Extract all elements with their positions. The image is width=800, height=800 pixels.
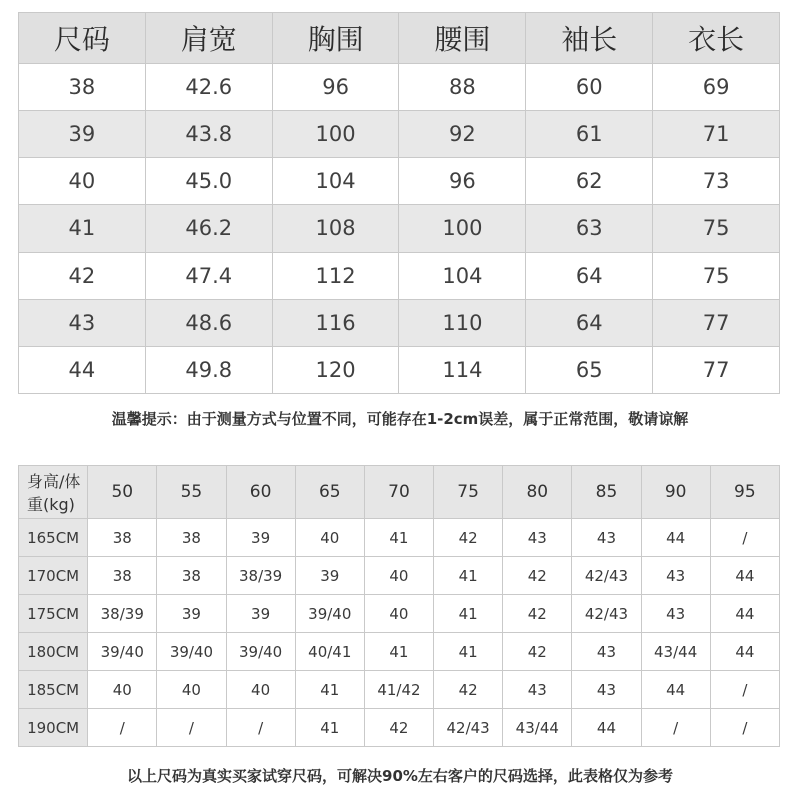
weight-header-cell: 65 <box>295 466 364 519</box>
size-cell: 40 <box>19 158 146 205</box>
header-shoulder: 肩宽 <box>145 13 272 64</box>
recommended-size-cell: 40 <box>295 519 364 557</box>
recommended-size-cell: 39/40 <box>157 633 226 671</box>
header-sleeve: 袖长 <box>526 13 653 64</box>
recommended-size-cell: / <box>157 709 226 747</box>
height-label: 185CM <box>19 671 88 709</box>
size-cell: 60 <box>526 64 653 111</box>
recommended-size-cell: 43 <box>503 519 572 557</box>
size-cell: 71 <box>653 111 780 158</box>
recommended-size-cell: 43 <box>641 595 710 633</box>
recommended-size-cell: 44 <box>641 671 710 709</box>
size-recommendation-table <box>18 465 780 747</box>
size-cell: 116 <box>272 299 399 346</box>
recommendation-row <box>19 519 780 557</box>
size-row <box>19 111 780 158</box>
recommended-size-cell: 39 <box>295 557 364 595</box>
size-cell: 63 <box>526 205 653 252</box>
header-waist: 腰围 <box>399 13 526 64</box>
recommended-size-cell: 40 <box>157 671 226 709</box>
recommended-size-cell: 43 <box>572 671 641 709</box>
size-cell: 73 <box>653 158 780 205</box>
recommendation-body <box>19 519 780 747</box>
weight-header-cell: 75 <box>434 466 503 519</box>
recommended-size-cell: 41 <box>364 519 433 557</box>
height-weight-corner: 身高/体重(kg) <box>19 466 88 519</box>
recommendation-row <box>19 709 780 747</box>
header-length: 衣长 <box>653 13 780 64</box>
size-cell: 44 <box>19 346 146 393</box>
recommended-size-cell: 40 <box>88 671 157 709</box>
size-cell: 75 <box>653 205 780 252</box>
recommended-size-cell: 44 <box>710 595 779 633</box>
recommendation-row <box>19 557 780 595</box>
size-cell: 77 <box>653 346 780 393</box>
size-cell: 43 <box>19 299 146 346</box>
recommended-size-cell: 41 <box>295 671 364 709</box>
size-cell: 104 <box>399 252 526 299</box>
recommended-size-cell: 38/39 <box>226 557 295 595</box>
recommended-size-cell: / <box>641 709 710 747</box>
recommended-size-cell: 42 <box>503 633 572 671</box>
recommended-size-cell: 38 <box>157 557 226 595</box>
recommended-size-cell: / <box>88 709 157 747</box>
size-row <box>19 346 780 393</box>
size-cell: 41 <box>19 205 146 252</box>
recommended-size-cell: 40 <box>226 671 295 709</box>
reference-note: 以上尺码为真实买家试穿尺码，可解决90%左右客户的尺码选择，此表格仅为参考 <box>127 767 673 785</box>
size-chart-header-row <box>19 13 780 64</box>
weight-header-row <box>19 466 780 519</box>
size-cell: 46.2 <box>145 205 272 252</box>
size-cell: 108 <box>272 205 399 252</box>
height-label: 190CM <box>19 709 88 747</box>
recommended-size-cell: 39 <box>157 595 226 633</box>
size-cell: 110 <box>399 299 526 346</box>
weight-header-cell: 70 <box>364 466 433 519</box>
recommendation-row <box>19 595 780 633</box>
weight-header-cell: 60 <box>226 466 295 519</box>
size-cell: 100 <box>272 111 399 158</box>
recommended-size-cell: 42/43 <box>572 557 641 595</box>
weight-header-cell: 90 <box>641 466 710 519</box>
recommended-size-cell: 38 <box>88 519 157 557</box>
size-cell: 45.0 <box>145 158 272 205</box>
size-row <box>19 252 780 299</box>
recommended-size-cell: 42 <box>364 709 433 747</box>
height-label: 180CM <box>19 633 88 671</box>
recommended-size-cell: / <box>710 709 779 747</box>
recommended-size-cell: 44 <box>710 557 779 595</box>
recommended-size-cell: 41/42 <box>364 671 433 709</box>
recommended-size-cell: 42 <box>434 671 503 709</box>
header-size: 尺码 <box>19 13 146 64</box>
recommended-size-cell: 43 <box>572 633 641 671</box>
recommended-size-cell: 39/40 <box>226 633 295 671</box>
size-cell: 64 <box>526 299 653 346</box>
size-cell: 88 <box>399 64 526 111</box>
header-chest: 胸围 <box>272 13 399 64</box>
recommended-size-cell: 41 <box>434 595 503 633</box>
recommended-size-cell: 41 <box>295 709 364 747</box>
size-row <box>19 299 780 346</box>
recommended-size-cell: 39 <box>226 595 295 633</box>
size-cell: 112 <box>272 252 399 299</box>
height-label: 170CM <box>19 557 88 595</box>
recommended-size-cell: 38 <box>157 519 226 557</box>
recommended-size-cell: 41 <box>364 633 433 671</box>
weight-header-cell: 80 <box>503 466 572 519</box>
weight-header-cell: 85 <box>572 466 641 519</box>
recommendation-row <box>19 633 780 671</box>
recommended-size-cell: 43 <box>503 671 572 709</box>
size-cell: 49.8 <box>145 346 272 393</box>
recommended-size-cell: / <box>710 671 779 709</box>
recommended-size-cell: 43 <box>572 519 641 557</box>
height-label: 165CM <box>19 519 88 557</box>
size-cell: 62 <box>526 158 653 205</box>
size-chart-body <box>19 64 780 394</box>
size-cell: 96 <box>272 64 399 111</box>
recommended-size-cell: 43/44 <box>641 633 710 671</box>
size-cell: 96 <box>399 158 526 205</box>
recommended-size-cell: 42 <box>503 557 572 595</box>
size-cell: 104 <box>272 158 399 205</box>
recommended-size-cell: 42 <box>434 519 503 557</box>
recommended-size-cell: 43 <box>641 557 710 595</box>
weight-header-cell: 95 <box>710 466 779 519</box>
height-label: 175CM <box>19 595 88 633</box>
recommended-size-cell: 40 <box>364 557 433 595</box>
size-cell: 100 <box>399 205 526 252</box>
recommended-size-cell: 41 <box>434 557 503 595</box>
size-cell: 43.8 <box>145 111 272 158</box>
measurement-note: 温馨提示：由于测量方式与位置不同，可能存在1-2cm误差，属于正常范围，敬请谅解 <box>111 410 689 428</box>
size-cell: 47.4 <box>145 252 272 299</box>
size-chart-table <box>18 12 780 394</box>
size-cell: 48.6 <box>145 299 272 346</box>
size-cell: 69 <box>653 64 780 111</box>
size-row <box>19 64 780 111</box>
recommended-size-cell: 42/43 <box>434 709 503 747</box>
size-cell: 38 <box>19 64 146 111</box>
size-cell: 120 <box>272 346 399 393</box>
size-row <box>19 158 780 205</box>
recommended-size-cell: 42 <box>503 595 572 633</box>
recommended-size-cell: 39/40 <box>295 595 364 633</box>
weight-header-cell: 55 <box>157 466 226 519</box>
recommended-size-cell: 40 <box>364 595 433 633</box>
recommended-size-cell: 39/40 <box>88 633 157 671</box>
recommended-size-cell: / <box>710 519 779 557</box>
recommended-size-cell: / <box>226 709 295 747</box>
recommended-size-cell: 40/41 <box>295 633 364 671</box>
size-cell: 77 <box>653 299 780 346</box>
size-cell: 39 <box>19 111 146 158</box>
recommendation-row <box>19 671 780 709</box>
recommended-size-cell: 42/43 <box>572 595 641 633</box>
recommended-size-cell: 44 <box>572 709 641 747</box>
recommended-size-cell: 38/39 <box>88 595 157 633</box>
size-row <box>19 205 780 252</box>
size-cell: 114 <box>399 346 526 393</box>
size-cell: 75 <box>653 252 780 299</box>
recommended-size-cell: 39 <box>226 519 295 557</box>
size-cell: 42 <box>19 252 146 299</box>
size-cell: 92 <box>399 111 526 158</box>
size-cell: 61 <box>526 111 653 158</box>
recommended-size-cell: 44 <box>641 519 710 557</box>
weight-header-cell: 50 <box>88 466 157 519</box>
recommended-size-cell: 44 <box>710 633 779 671</box>
size-cell: 64 <box>526 252 653 299</box>
recommended-size-cell: 41 <box>434 633 503 671</box>
recommended-size-cell: 38 <box>88 557 157 595</box>
size-cell: 65 <box>526 346 653 393</box>
recommended-size-cell: 43/44 <box>503 709 572 747</box>
size-cell: 42.6 <box>145 64 272 111</box>
